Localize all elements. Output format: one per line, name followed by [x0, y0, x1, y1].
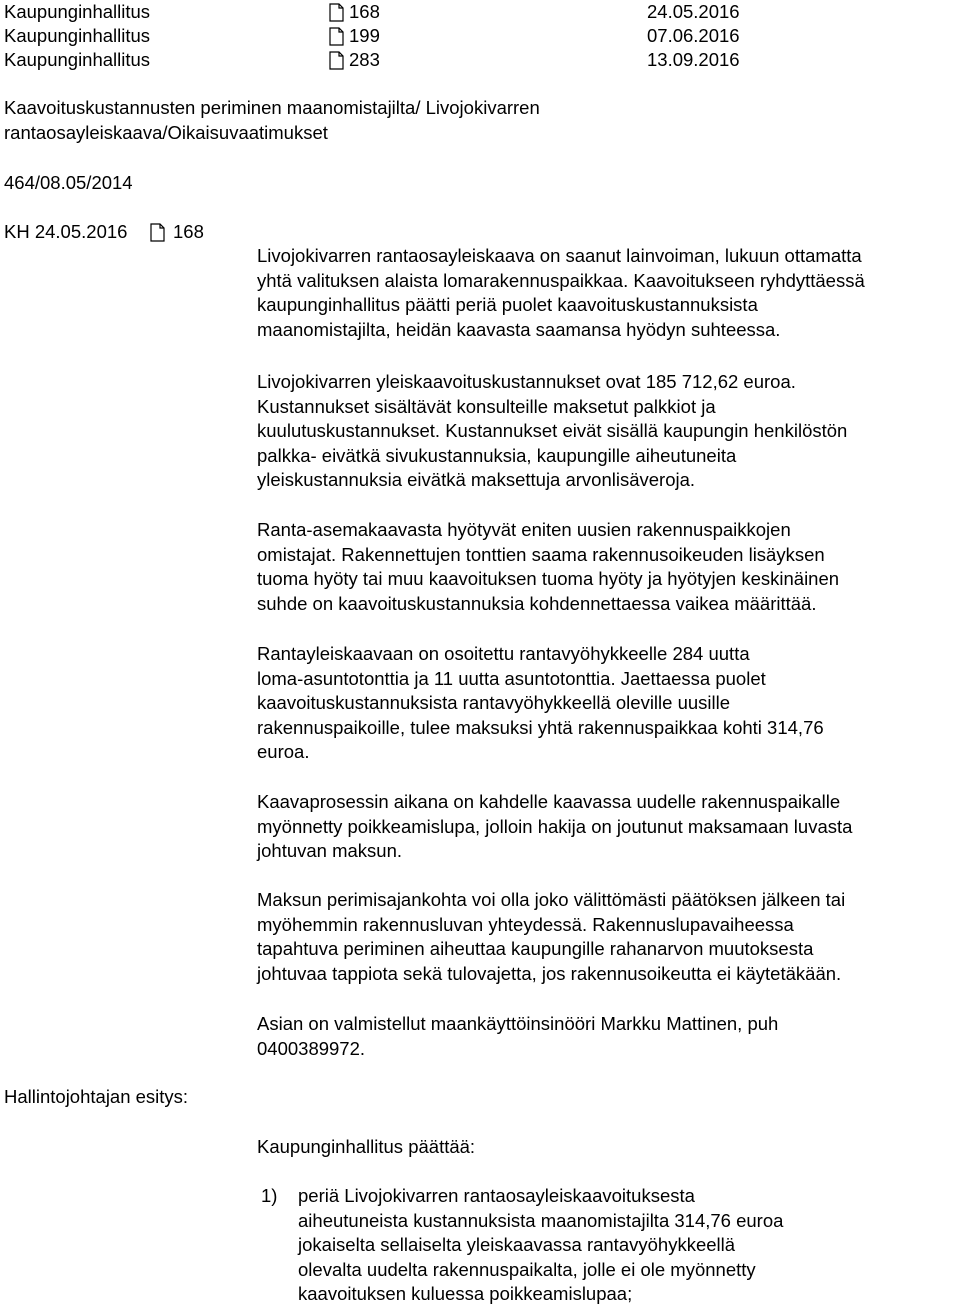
paragraph-line: euroa. [257, 741, 310, 763]
paragraph-line: Ranta-asemakaavasta hyötyvät eniten uusien rakennuspaikkojen [257, 519, 791, 540]
document-icon[interactable] [329, 27, 344, 46]
paragraph [257, 888, 845, 986]
paragraph [257, 244, 865, 342]
paragraph-line: Rantayleiskaavaan on osoitettu rantavyöhykkeelle 284 uutta [257, 643, 750, 664]
history-body: Kaupunginhallitus [4, 1, 151, 22]
document-icon[interactable] [329, 51, 344, 70]
history-date: 13.09.2016 [647, 49, 740, 70]
paragraph [257, 790, 852, 864]
paragraph [257, 642, 824, 765]
case-title-line: Kaavoituskustannusten periminen maanomistajilta/ Livojokivarren [4, 97, 540, 118]
history-body: Kaupunginhallitus [4, 49, 151, 70]
decision-item-line: jokaiselta sellaiselta yleiskaavassa rantavyöhykkeellä [298, 1234, 736, 1256]
paragraph [257, 370, 847, 493]
decision-item-line: olevalta uudelta rakennuspaikalta, jolle ei ole myönnetty [298, 1258, 756, 1280]
paragraph-line: myöhemmin rakennusluvan yhteydessä. Rakennuslupavaiheessa [257, 913, 794, 935]
document-icon[interactable] [150, 223, 165, 242]
history-body: Kaupunginhallitus [4, 25, 151, 46]
paragraph-line: johtuvaa tappiota sekä tulovajetta, jos rakennusoikeutta ei käytetäkään. [257, 962, 842, 984]
paragraph-line: omistajat. Rakennettujen tonttien saama rakennusoikeuden lisäyksen [257, 543, 825, 565]
paragraph-line: kuulutuskustannukset. Kustannukset eivät sisällä kaupungin henkilöstön [257, 420, 848, 442]
meeting-ref-number[interactable]: 168 [173, 221, 204, 242]
proposal-label: Hallintojohtajan esitys: [4, 1086, 189, 1107]
case-title-line: rantaosayleiskaava/Oikaisuvaatimukset [4, 121, 328, 143]
paragraph-line: maanomistajilta, heidän kaavasta saamansa hyödyn suhteessa. [257, 318, 781, 340]
decision-item-line: periä Livojokivarren rantaosayleiskaavoituksesta [298, 1185, 695, 1206]
paragraph-line: Asian on valmistellut maankäyttöinsinööri Markku Mattinen, puh [257, 1013, 779, 1034]
decision-item-marker: 1) [261, 1185, 278, 1206]
history-number[interactable]: 199 [349, 25, 380, 46]
paragraph-line: suhde on kaavoituskustannuksia kohdennettaessa vaikea määrittää. [257, 592, 817, 614]
history-date: 07.06.2016 [647, 25, 740, 46]
meeting-ref-prefix: KH 24.05.2016 [4, 221, 128, 242]
paragraph-line: Livojokivarren yleiskaavoituskustannukset ovat 185 712,62 euroa. [257, 371, 796, 392]
document-icon[interactable] [329, 3, 344, 22]
decision-item-line: kaavoituksen kuluessa poikkeamislupaa; [298, 1283, 633, 1305]
paragraph-line: Kaavaprosessin aikana on kahdelle kaavassa uudelle rakennuspaikalle [257, 791, 841, 812]
paragraph-line: yleiskustannuksia eivätkä maksettuja arvonlisäveroja. [257, 469, 696, 491]
paragraph-line: loma-asuntotonttia ja 11 uutta asuntotonttia. Jaettaessa puolet [257, 667, 766, 689]
paragraph-line: 0400389972. [257, 1037, 366, 1059]
paragraph-line: rakennuspaikoille, tulee maksuksi yhtä rakennuspaikkaa kohti 314,76 [257, 716, 824, 738]
paragraph-line: kaavoituskustannuksista rantavyöhykkeellä oleville uusille [257, 692, 731, 714]
paragraph-line: tuoma hyöty tai muu kaavoituksen tuoma hyöty ja hyötyjen keskinäinen [257, 568, 840, 590]
paragraph [257, 1012, 778, 1061]
paragraph-line: tapahtuva periminen aiheuttaa kaupungille rahanarvon muutoksesta [257, 938, 814, 960]
paragraph-line: johtuvan maksun. [257, 840, 403, 862]
history-number[interactable]: 283 [349, 49, 380, 70]
paragraph-line: yhtä valituksen alaista lomarakennuspaikkaa. Kaavoitukseen ryhdyttäessä [257, 269, 865, 291]
decision-intro: Kaupunginhallitus päättää: [257, 1136, 476, 1157]
case-number: 464/08.05/2014 [4, 172, 133, 193]
paragraph-line: kaupunginhallitus päätti periä puolet kaavoituskustannuksista [257, 294, 758, 316]
paragraph [257, 518, 839, 616]
paragraph-line: myönnetty poikkeamislupa, jolloin hakija on joutunut maksamaan luvasta [257, 815, 853, 837]
paragraph-line: Livojokivarren rantaosayleiskaava on saanut lainvoiman, lukuun ottamatta [257, 245, 862, 266]
history-date: 24.05.2016 [647, 1, 740, 22]
paragraph-line: Maksun perimisajankohta voi olla joko välittömästi päätöksen jälkeen tai [257, 889, 846, 910]
case-title [4, 96, 540, 145]
decision-item [298, 1184, 783, 1307]
paragraph-line: Kustannukset sisältävät konsulteille maksetut palkkiot ja [257, 395, 716, 417]
history-number[interactable]: 168 [349, 1, 380, 22]
decision-item-line: aiheutuneista kustannuksista maanomistajilta 314,76 euroa [298, 1209, 784, 1231]
paragraph-line: palkka- eivätkä sivukustannuksia, kaupungille aiheutuneita [257, 444, 737, 466]
